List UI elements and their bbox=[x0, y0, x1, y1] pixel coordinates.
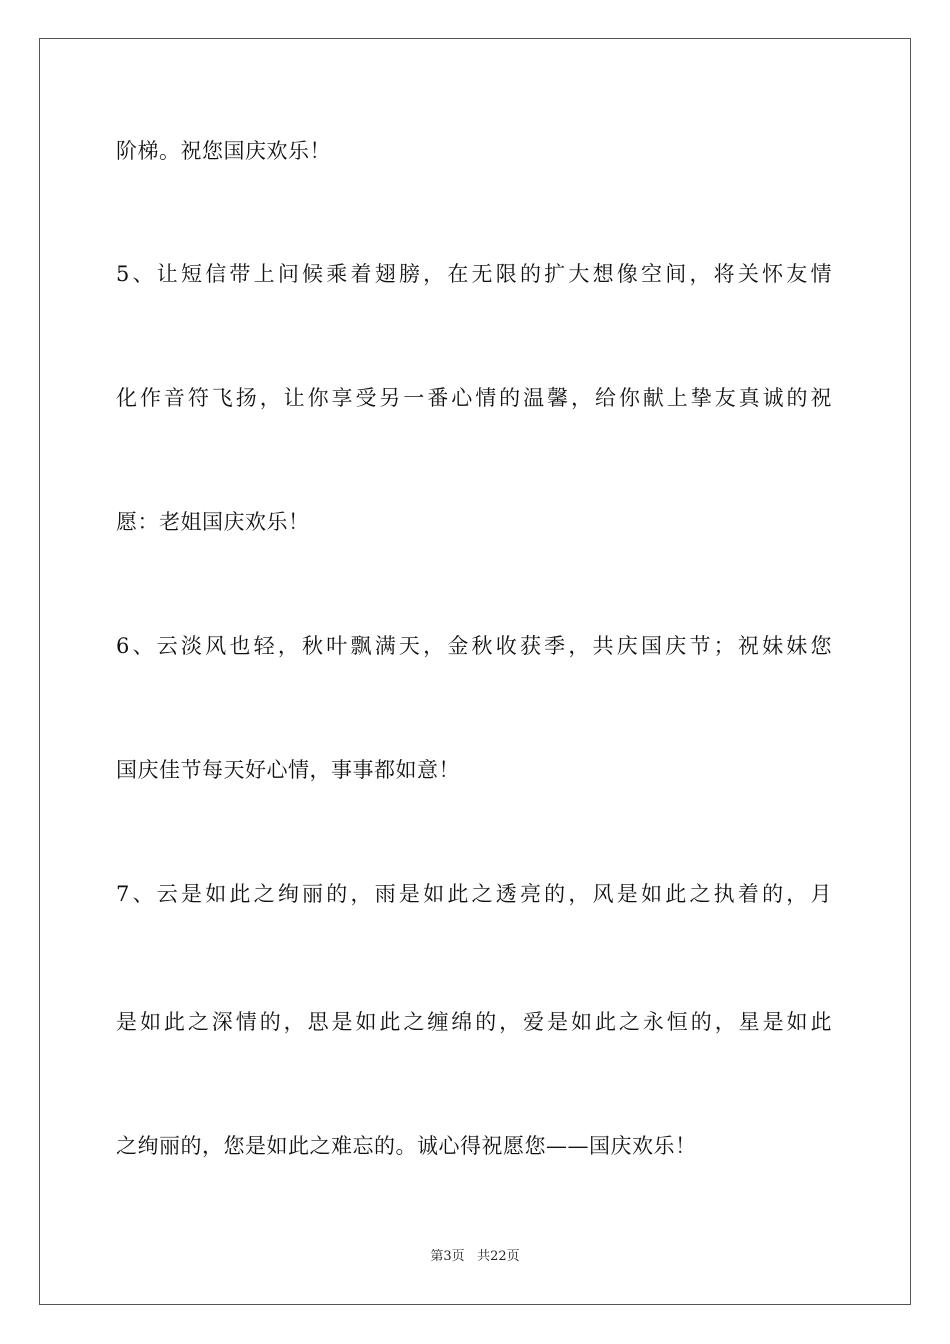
page-frame bbox=[39, 38, 911, 1305]
body-text-line: 国庆佳节每天好心情，事事都如意！ bbox=[116, 758, 460, 782]
body-text-line: 化作音符飞扬，让你享受另一番心情的温馨，给你献上挚友真诚的祝 bbox=[116, 386, 832, 410]
page-number: 第3页 bbox=[430, 1249, 465, 1264]
body-text-line: 之绚丽的，您是如此之难忘的。诚心得祝愿您——国庆欢乐！ bbox=[116, 1134, 697, 1158]
body-text-line: 5、让短信带上问候乘着翅膀，在无限的扩大想像空间，将关怀友情 bbox=[116, 262, 832, 286]
page-footer bbox=[0, 1248, 950, 1266]
body-text-line: 7、云是如此之绚丽的，雨是如此之透亮的，风是如此之执着的，月 bbox=[116, 882, 832, 906]
body-text-line: 愿：老姐国庆欢乐！ bbox=[116, 510, 310, 534]
page-total: 共22页 bbox=[477, 1249, 520, 1264]
body-text-line: 6、云淡风也轻，秋叶飘满天，金秋收获季，共庆国庆节；祝妹妹您 bbox=[116, 634, 832, 658]
body-text-line: 阶梯。祝您国庆欢乐！ bbox=[116, 139, 331, 163]
body-text-line: 是如此之深情的，思是如此之缠绵的，爱是如此之永恒的，星是如此 bbox=[116, 1010, 832, 1034]
